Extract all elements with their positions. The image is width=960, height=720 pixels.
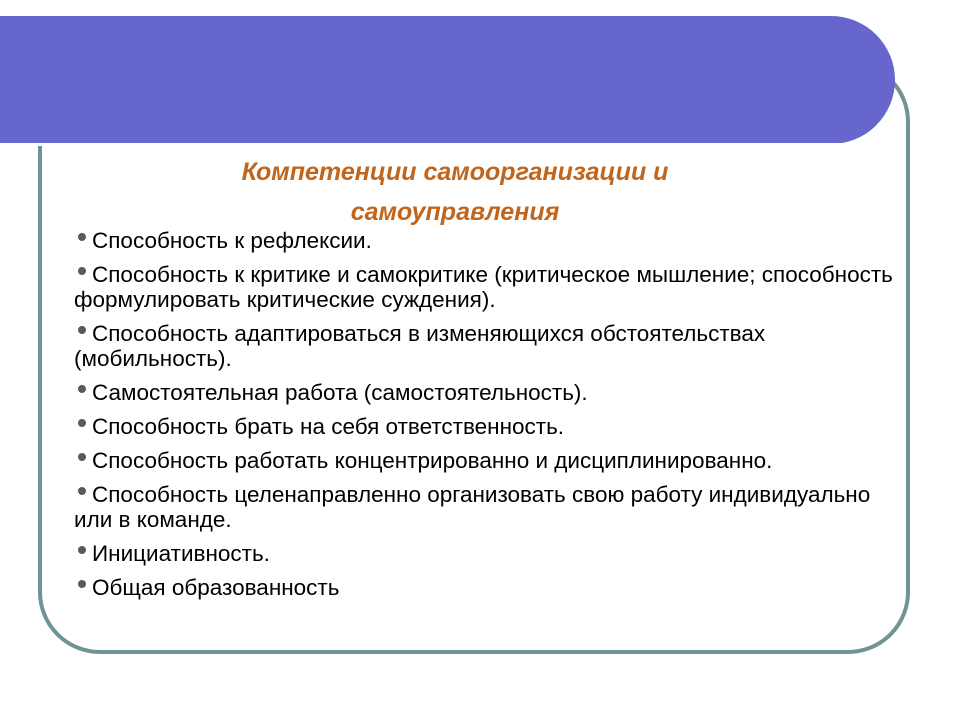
list-item-text: Самостоятельная работа (самостоятельность). bbox=[92, 380, 588, 405]
header-banner bbox=[0, 16, 895, 144]
list-item-text: Способность адаптироваться в изменяющихся обстоятельствах (мобильность). bbox=[74, 321, 766, 371]
banner-divider-line bbox=[0, 143, 848, 146]
list-item bbox=[74, 414, 904, 439]
list-item-text: Способность работать концентрированно и дисциплинированно. bbox=[92, 448, 773, 473]
bullet-icon bbox=[78, 546, 86, 554]
list-item bbox=[74, 321, 904, 371]
list-item bbox=[74, 448, 904, 473]
list-item-text: Общая образованность bbox=[92, 575, 340, 600]
list-item bbox=[74, 541, 904, 566]
bullet-icon bbox=[78, 385, 86, 393]
slide-title: Компетенции самоорганизации и самоуправления bbox=[241, 158, 669, 226]
list-item-text: Способность целенаправленно организовать свою работу индивидуально или в команде. bbox=[74, 482, 871, 532]
list-item bbox=[74, 380, 904, 405]
list-item-text: Способность к рефлексии. bbox=[92, 228, 372, 253]
bullet-icon bbox=[78, 267, 86, 275]
list-item bbox=[74, 262, 904, 312]
list-item bbox=[74, 228, 904, 253]
list-item-text: Способность брать на себя ответственность. bbox=[92, 414, 565, 439]
competency-list bbox=[74, 228, 904, 609]
bullet-icon bbox=[78, 453, 86, 461]
bullet-icon bbox=[78, 419, 86, 427]
bullet-icon bbox=[78, 487, 86, 495]
bullet-icon bbox=[78, 580, 86, 588]
list-item bbox=[74, 575, 904, 600]
bullet-icon bbox=[78, 233, 86, 241]
list-item bbox=[74, 482, 904, 532]
list-item-text: Способность к критике и самокритике (критическое мышление; способность формулировать критические суждения). bbox=[74, 262, 893, 312]
bullet-icon bbox=[78, 326, 86, 334]
list-item-text: Инициативность. bbox=[92, 541, 270, 566]
